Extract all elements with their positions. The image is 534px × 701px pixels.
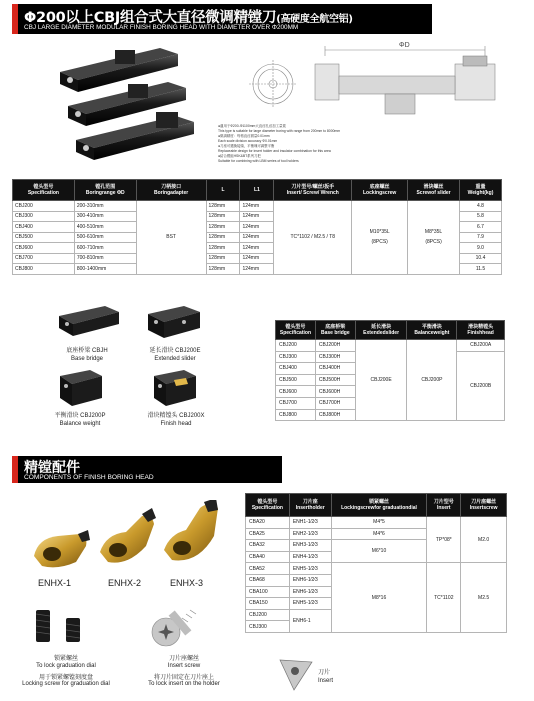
bridge-cell: CBJ200H: [315, 340, 355, 352]
insert-screw-cell: M2.5: [461, 563, 507, 633]
holder-cell: ENH5-1⁄2⁄3: [289, 598, 331, 610]
finish-head-image: [150, 366, 200, 410]
range-cell: 500-610mm: [74, 232, 136, 243]
adapter-cell: BST: [136, 201, 206, 275]
note-line: This type is suitable for large diameter boring with range from 200mm to 8000mm: [218, 129, 341, 133]
note-line: ●適用于Φ200-Φ1100mm大直徑孔徑加工量寬: [218, 124, 286, 128]
col-header: 锁紧螺丝 Lockingscrewfor graduationdial: [331, 494, 427, 517]
spec-cell: CBJ300: [13, 211, 75, 222]
col-header: 镗孔范围 Boringrange ΦD: [74, 180, 136, 201]
l-cell: 128mm: [206, 201, 240, 212]
spec-cell: CBJ700: [13, 253, 75, 264]
bridge-cell: CBJ400H: [315, 363, 355, 375]
col-header: 镗头型号 Specification: [13, 180, 75, 201]
l1-cell: 124mm: [240, 264, 274, 275]
insert-screw-cell: M2.0: [461, 517, 507, 563]
l1-cell: 124mm: [240, 201, 274, 212]
spec-cell: CBJ400: [276, 363, 316, 375]
spec-cell: CBJ600: [13, 243, 75, 254]
col-header: 镗头型号 Specification: [246, 494, 290, 517]
l1-cell: 124mm: [240, 211, 274, 222]
holder-cell: ENH6-1: [289, 609, 331, 632]
holder-cell: ENH6-1⁄2⁄3: [289, 586, 331, 598]
col-header: 底座螺丝 Lockingscrew: [352, 180, 408, 201]
accessories-table: [245, 493, 507, 633]
note-line: Each scale division accuracy Φ0.01mm: [218, 139, 278, 143]
base-bridge-image: [55, 302, 123, 344]
extended-slider-caption: 延长滑块 CBJ200E Extended slider: [149, 348, 201, 362]
balance-cell: CBJ200P: [407, 340, 457, 421]
note-line: Suitable for combining with LBM series of tool holders: [218, 159, 299, 163]
spec-cell: CBJ400: [13, 222, 75, 233]
accessories-title: 精镗配件: [24, 460, 80, 476]
table-header-row: [246, 494, 507, 517]
l1-cell: 124mm: [240, 222, 274, 233]
spec-cell: CBJ300: [246, 621, 290, 633]
l-cell: 128mm: [206, 243, 240, 254]
l-cell: 128mm: [206, 264, 240, 275]
holder-cell: ENH6-1⁄2⁄3: [289, 574, 331, 586]
holder-cell: ENH5-1⁄2⁄3: [289, 563, 331, 575]
l-cell: 128mm: [206, 222, 240, 233]
base-bridge-caption: 底座桥梁 CBJH Base bridge: [66, 348, 108, 362]
locking-screws-image: [30, 604, 90, 648]
col-header: 刀片型号/螺丝/扳手 Insert/ Screw/ Wrench: [274, 180, 352, 201]
col-header: 刀柄接口 Boringadapter: [136, 180, 206, 201]
weight-cell: 5.8: [460, 211, 502, 222]
col-header: 平衡滑块 Balanceweight: [407, 321, 457, 340]
balance-weight-caption: 平衡滑块 CBJ200P Balance weight: [54, 413, 106, 427]
col-header: 镗头型号 Specification: [276, 321, 316, 340]
spec-cell: CBA150: [246, 598, 290, 610]
insert-caption: 刀片 Insert: [318, 670, 334, 684]
range-cell: 200-310mm: [74, 201, 136, 212]
bridge-cell: CBJ800H: [315, 409, 355, 421]
technical-drawing: [245, 36, 505, 124]
weight-cell: 11.5: [460, 264, 502, 275]
range-cell: 300-410mm: [74, 211, 136, 222]
range-cell: 600-710mm: [74, 243, 136, 254]
col-header: 刀片型号 Insert: [427, 494, 461, 517]
enhx-holders-image: [28, 500, 228, 580]
table-row: [246, 517, 507, 529]
finish-b-cell: CBJ200B: [457, 351, 505, 421]
spec-cell: CBJ500: [276, 374, 316, 386]
extended-slider-image: [144, 302, 204, 344]
spec-cell: CBA52: [246, 563, 290, 575]
components-table: [275, 320, 505, 421]
bridge-cell: CBJ600H: [315, 386, 355, 398]
note-line: ●微調精度：每格直徑微量0.01mm: [218, 134, 270, 138]
weight-cell: 7.9: [460, 232, 502, 243]
balance-weight-image: [56, 366, 106, 410]
enhx3-label: ENHX-3: [170, 578, 204, 588]
bridge-cell: CBJ700H: [315, 397, 355, 409]
l1-cell: 124mm: [240, 232, 274, 243]
slider-screw-cell: M8*35L (8PCS): [408, 201, 460, 275]
bridge-cell: CBJ500H: [315, 374, 355, 386]
table-header-row: [13, 180, 502, 201]
col-header: L: [206, 180, 240, 201]
finish-a-cell: CBJ200A: [457, 340, 505, 352]
note-line: ●結合模組HSK&BT系列刀把: [218, 154, 261, 158]
table-row: [13, 201, 502, 212]
col-header: 刀片座螺丝 Insertscrew: [461, 494, 507, 517]
spec-cell: CBA40: [246, 551, 290, 563]
l1-cell: 124mm: [240, 253, 274, 264]
lock-screw-cell: M6*10: [331, 540, 427, 563]
spec-cell: CBJ800: [276, 409, 316, 421]
locking-screw-caption: 锁紧螺丝 To lock graduation dial 用于锁紧螺镗刻度盘 Locking screw for graduation dial: [22, 656, 110, 688]
main-title: Φ200以上CBJ组合式大直径微调精镗刀(高硬度全航空铝): [24, 10, 353, 26]
note-line: Replaceable design for insert holder and insulator combination for this area: [218, 149, 331, 153]
l-cell: 128mm: [206, 253, 240, 264]
diameter-dimension-label: ΦD: [399, 42, 410, 49]
range-cell: 800-1400mm: [74, 264, 136, 275]
enhx1-label: ENHX-1: [38, 578, 72, 588]
table-header-row: [276, 321, 505, 340]
spec-cell: CBA20: [246, 517, 290, 529]
accessories-title-banner: [12, 456, 282, 483]
locking-screw-cell: M10*35L (8PCS): [352, 201, 408, 275]
note-line: ●刀座可選換接頭，平衡塊可調整平衡: [218, 144, 275, 148]
insert-type-cell: TP*08*: [427, 517, 461, 563]
accessories-subtitle: COMPONENTS OF FINISH BORING HEAD: [24, 474, 154, 481]
col-header: 延长滑块 Extendedslider: [355, 321, 407, 340]
holder-cell: ENH4-1⁄2⁄3: [289, 551, 331, 563]
insert-cell: TC*1102 / M2.5 / T8: [274, 201, 352, 275]
spec-cell: CBJ200: [13, 201, 75, 212]
spec-cell: CBJ800: [13, 264, 75, 275]
holder-cell: ENH2-1⁄2⁄3: [289, 528, 331, 540]
l-cell: 128mm: [206, 232, 240, 243]
spec-cell: CBJ500: [13, 232, 75, 243]
spec-cell: CBJ200: [276, 340, 316, 352]
weight-cell: 10.4: [460, 253, 502, 264]
range-cell: 400-510mm: [74, 222, 136, 233]
insert-screw-caption: 刀片座螺丝 Insert screw 将刀片固定在刀片座上 To lock insert on the holder: [148, 656, 220, 688]
col-header: 滑块精镗头 Finishhead: [457, 321, 505, 340]
bridge-cell: CBJ300H: [315, 351, 355, 363]
weight-cell: 6.7: [460, 222, 502, 233]
holder-cell: ENH3-1⁄2⁄3: [289, 540, 331, 552]
l-cell: 128mm: [206, 211, 240, 222]
spec-cell: CBJ300: [276, 351, 316, 363]
extended-cell: CBJ200E: [355, 340, 407, 421]
col-header: 刀片座 Insertholder: [289, 494, 331, 517]
col-header: L1: [240, 180, 274, 201]
main-subtitle: CBJ LARGE DIAMETER MODULAR FINISH BORING HEAD WITH DIAMETER OVER Φ200MM: [24, 24, 299, 31]
spec-cell: CBA32: [246, 540, 290, 552]
spec-cell: CBJ700: [276, 397, 316, 409]
spec-cell: CBJ200: [246, 609, 290, 621]
col-header: 底座桥梁 Base bridge: [315, 321, 355, 340]
table-row: [276, 340, 505, 352]
spec-cell: CBA68: [246, 574, 290, 586]
weight-cell: 4.8: [460, 201, 502, 212]
spec-cell: CBA100: [246, 586, 290, 598]
col-header: 重量 Weight(kg): [460, 180, 502, 201]
red-accent-bar: [12, 4, 18, 34]
weight-cell: 9.0: [460, 243, 502, 254]
holder-cell: ENH1-1⁄2⁄3: [289, 517, 331, 529]
specification-table: [12, 179, 502, 275]
lock-screw-cell: M4*6: [331, 528, 427, 540]
red-accent-bar: [12, 456, 18, 483]
insert-type-cell: TC*1102: [427, 563, 461, 633]
insert-image: [276, 654, 316, 694]
boring-heads-photo: [40, 42, 210, 170]
spec-cell: CBA25: [246, 528, 290, 540]
main-title-banner: [12, 4, 432, 34]
enhx2-label: ENHX-2: [108, 578, 142, 588]
table-row: [246, 563, 507, 575]
range-cell: 700-810mm: [74, 253, 136, 264]
insert-screw-image: [146, 600, 216, 652]
col-header: 滑块螺丝 Screwof slider: [408, 180, 460, 201]
lock-screw-cell: M8*16: [331, 563, 427, 633]
lock-screw-cell: M4*5: [331, 517, 427, 529]
spec-cell: CBJ600: [276, 386, 316, 398]
finish-head-caption: 滑块精镗头 CBJ200X Finish head: [147, 413, 205, 427]
feature-notes: [218, 124, 428, 164]
l1-cell: 124mm: [240, 243, 274, 254]
